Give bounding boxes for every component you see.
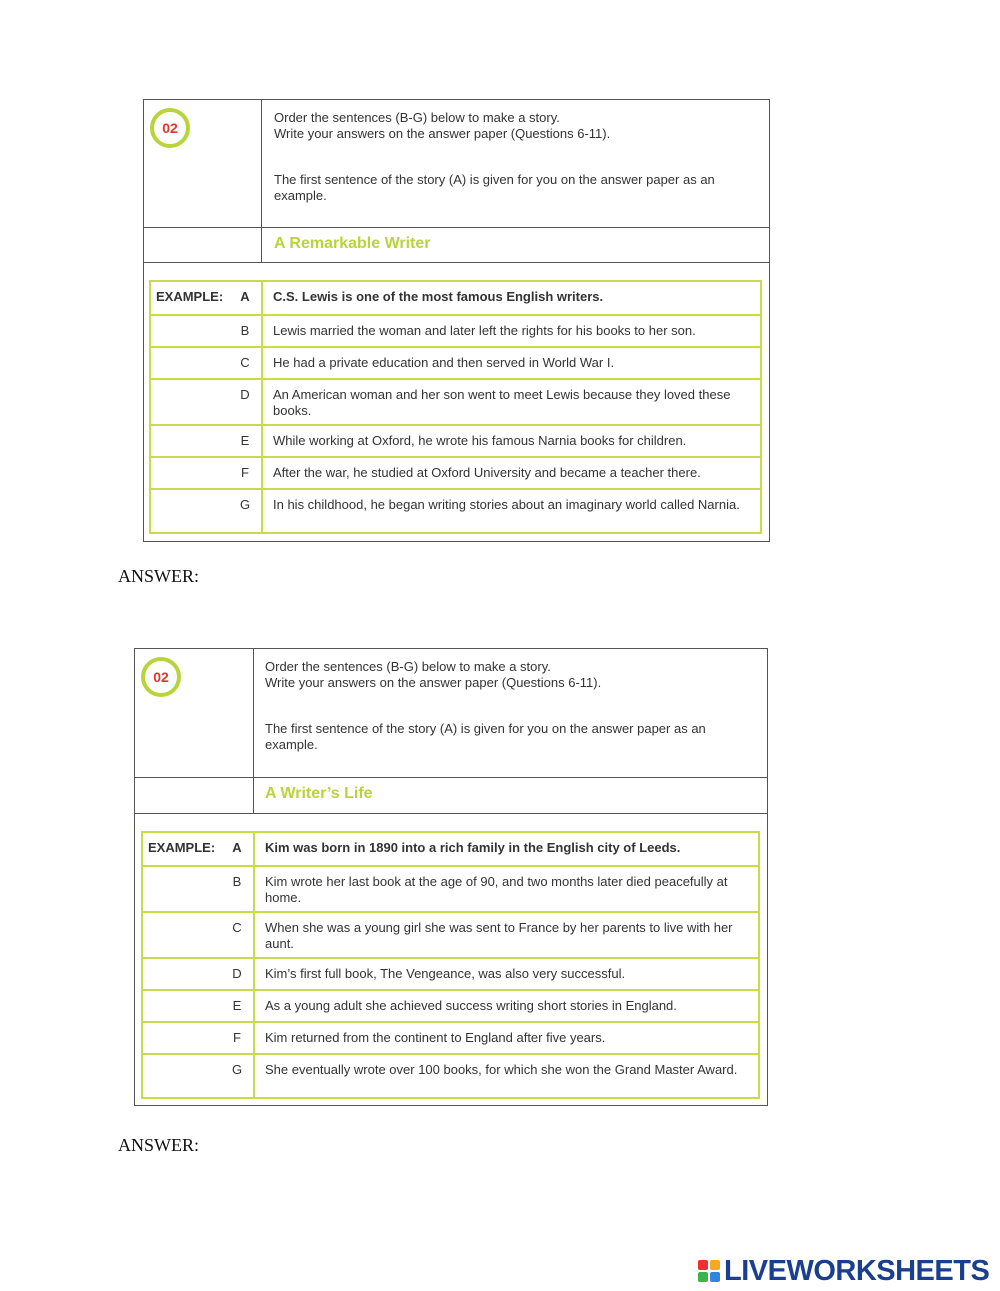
- table-row: [151, 282, 760, 314]
- table-row: [151, 424, 760, 456]
- table-row: [143, 1021, 758, 1053]
- instruction-example-note: The first sentence of the story (A) is given for you on the answer paper as an example.: [274, 172, 715, 203]
- table-row: [143, 989, 758, 1021]
- logo-block: [698, 1260, 708, 1270]
- table-row: [143, 1053, 758, 1097]
- table-row: [143, 865, 758, 911]
- story-title-row: [144, 227, 769, 263]
- instruction-example-note: The first sentence of the story (A) is given for you on the answer paper as an example.: [265, 721, 706, 752]
- table-row: [143, 911, 758, 957]
- instructions-header: [135, 649, 767, 778]
- row-letter: A: [232, 840, 242, 855]
- row-sentence: Kim returned from the continent to England after five years.: [265, 1030, 606, 1045]
- row-sentence: As a young adult she achieved success writing short stories in England.: [265, 998, 677, 1013]
- instructions-header: [144, 100, 769, 228]
- row-letter: E: [240, 433, 250, 448]
- story-title: A Writer’s Life: [265, 785, 373, 802]
- table-row: [151, 488, 760, 532]
- logo-block: [710, 1260, 720, 1270]
- row-letter: G: [231, 1062, 243, 1077]
- row-letter: F: [233, 1030, 241, 1045]
- logo-blocks-icon: [698, 1260, 720, 1282]
- sentences-table: [149, 280, 762, 534]
- exercise-number-badge: 02: [141, 657, 181, 697]
- instructions-text: [274, 110, 753, 142]
- exercise-1: [143, 99, 770, 542]
- row-sentence: While working at Oxford, he wrote his famous Narnia books for children.: [273, 433, 687, 448]
- logo-block: [698, 1272, 708, 1282]
- instructions-text: [265, 659, 751, 691]
- table-row: [151, 456, 760, 488]
- row-sentence: When she was a young girl she was sent to France by her parents to live with her aunt.: [265, 920, 733, 951]
- table-row: [151, 346, 760, 378]
- row-letter: F: [241, 465, 249, 480]
- row-letter: C: [232, 920, 242, 935]
- sentences-table: [141, 831, 760, 1099]
- row-sentence: Lewis married the woman and later left the rights for his books to her son.: [273, 323, 696, 338]
- logo-block: [710, 1272, 720, 1282]
- row-sentence: Kim was born in 1890 into a rich family in the English city of Leeds.: [265, 840, 681, 855]
- table-row: [143, 833, 758, 865]
- instruction-line: Order the sentences (B-G) below to make a story.: [265, 659, 551, 674]
- exercise-number-badge: 02: [150, 108, 190, 148]
- row-sentence: After the war, he studied at Oxford University and became a teacher there.: [273, 465, 701, 480]
- logo-text: LIVEWORKSHEETS: [724, 1254, 990, 1287]
- exercise-2: [134, 648, 768, 1106]
- story-title-row: [135, 777, 767, 814]
- row-sentence: Kim wrote her last book at the age of 90, and two months later died peacefully at home.: [265, 874, 728, 905]
- row-letter: C: [240, 355, 250, 370]
- row-sentence: An American woman and her son went to meet Lewis because they loved these books.: [273, 387, 731, 418]
- row-letter: D: [240, 387, 250, 402]
- answer-label: ANSWER:: [118, 566, 199, 586]
- row-sentence: She eventually wrote over 100 books, for which she won the Grand Master Award.: [265, 1062, 738, 1077]
- table-row: [151, 314, 760, 346]
- row-sentence: In his childhood, he began writing stories about an imaginary world called Narnia.: [273, 497, 740, 512]
- row-sentence: Kim’s first full book, The Vengeance, was also very successful.: [265, 966, 626, 981]
- row-letter: G: [239, 497, 251, 512]
- instruction-line: Write your answers on the answer paper (Questions 6-11).: [274, 126, 611, 141]
- row-letter: D: [232, 966, 242, 981]
- instruction-line: Write your answers on the answer paper (Questions 6-11).: [265, 675, 602, 690]
- example-label: EXAMPLE:: [148, 840, 216, 855]
- row-letter: B: [232, 874, 242, 889]
- row-letter: E: [232, 998, 242, 1013]
- table-row: [143, 957, 758, 989]
- table-row: [151, 378, 760, 424]
- instruction-line: Order the sentences (B-G) below to make a story.: [274, 110, 560, 125]
- row-letter: B: [240, 323, 250, 338]
- story-title: A Remarkable Writer: [274, 235, 431, 252]
- answer-label: ANSWER:: [118, 1135, 199, 1155]
- row-letter: A: [240, 289, 250, 304]
- row-sentence: C.S. Lewis is one of the most famous English writers.: [273, 289, 604, 304]
- row-sentence: He had a private education and then served in World War I.: [273, 355, 615, 370]
- example-label: EXAMPLE:: [156, 289, 224, 304]
- liveworksheets-logo[interactable]: [698, 1256, 989, 1286]
